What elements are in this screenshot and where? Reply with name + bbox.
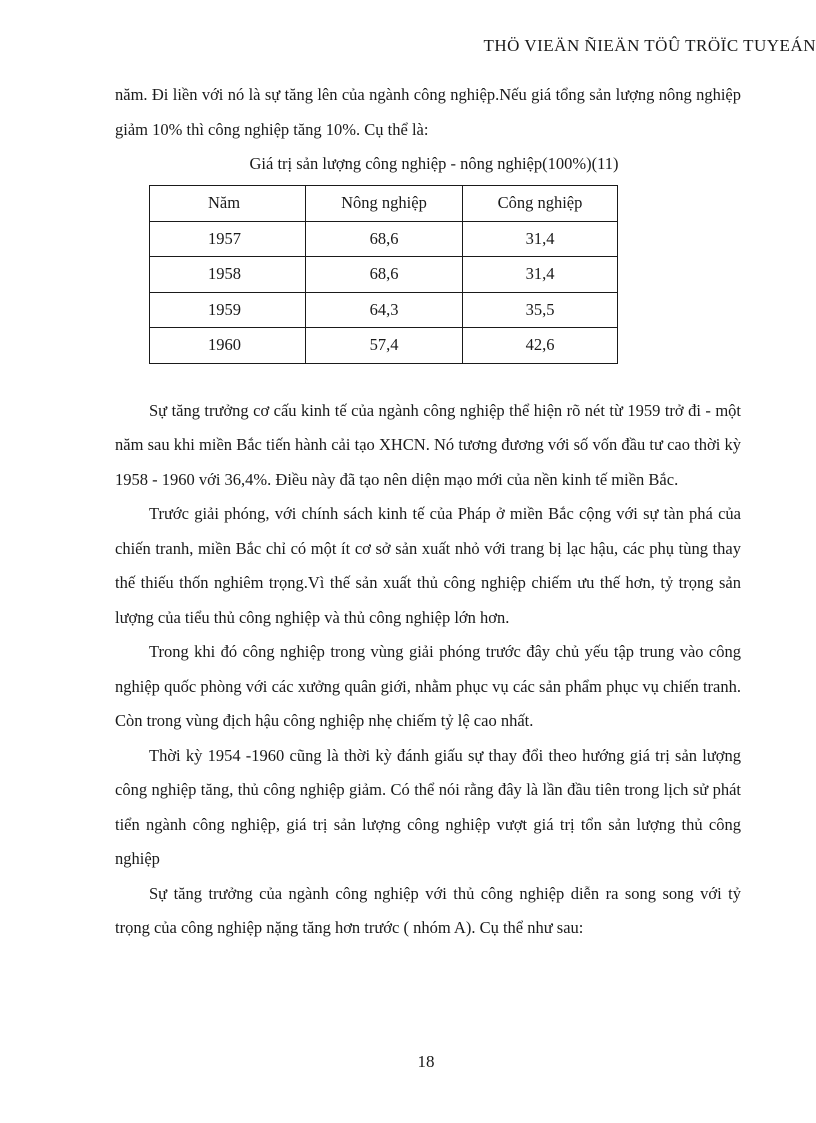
- cell-agriculture: 57,4: [306, 328, 463, 364]
- cell-agriculture: 64,3: [306, 292, 463, 328]
- cell-industry: 42,6: [463, 328, 618, 364]
- column-header-year: Năm: [150, 186, 306, 222]
- table-row: [150, 292, 618, 328]
- body-paragraph: Trong khi đó công nghiệp trong vùng giải phóng trước đây chủ yếu tập trung vào công nghiệp quốc phòng với các xưởng quân giới, nhằm phục vụ các sản phẩm phục vụ chiến tranh. Còn trong vùng địch hậu công nghiệp nhẹ chiếm tỷ lệ cao nhất.: [115, 642, 741, 730]
- cell-industry: 31,4: [463, 257, 618, 293]
- table-row: [150, 221, 618, 257]
- cell-year: 1958: [150, 257, 306, 293]
- body-paragraph: Thời kỳ 1954 -1960 cũng là thời kỳ đánh giấu sự thay đổi theo hướng giá trị sản lượng công nghiệp tăng, thủ công nghiệp giảm. Có thể nói rằng đây là lần đầu tiên trong lịch sử phát tiển ngành công nghiệp, giá trị sản lượng công nghiệp vượt giá trị tổn sản lượng thủ công nghiệp: [115, 745, 741, 868]
- cell-industry: 35,5: [463, 292, 618, 328]
- cell-year: 1957: [150, 221, 306, 257]
- body-paragraph: Sự tăng trưởng cơ cấu kinh tế của ngành công nghiệp thể hiện rõ nét từ 1959 trở đi - một năm sau khi miền Bắc tiến hành cải tạo XHCN. Nó tương đương với số vốn đầu tư cao thời kỳ 1958 - 1960 với 36,4%. Điều này đã tạo nên diện mạo mới của nền kinh tế miền Bắc.: [115, 400, 741, 489]
- document-body: [115, 78, 741, 946]
- body-paragraph: Sự tăng trưởng của ngành công nghiệp với thủ công nghiệp diễn ra song song với tỷ trọng của công nghiệp nặng tăng hơn trước ( nhóm A). Cụ thể như sau:: [115, 883, 741, 937]
- cell-agriculture: 68,6: [306, 257, 463, 293]
- table-row: [150, 257, 618, 293]
- page-header: THÖ VIEÄN ÑIEÄN TÖÛ TRÖÏC TUYEÁN: [483, 36, 816, 55]
- column-header-industry: Công nghiệp: [463, 186, 618, 222]
- intro-paragraph: năm. Đi liền với nó là sự tăng lên của ngành công nghiệp.Nếu giá tổng sản lượng nông nghiệp giảm 10% thì công nghiệp tăng 10%. Cụ thể là:: [115, 85, 741, 139]
- table-caption: Giá trị sản lượng công nghiệp - nông nghiệp(100%)(11): [249, 154, 619, 173]
- cell-agriculture: 68,6: [306, 221, 463, 257]
- table-header-row: [150, 186, 618, 222]
- body-paragraph: Trước giải phóng, với chính sách kinh tế của Pháp ở miền Bắc cộng với sự tàn phá của chiến tranh, miền Bắc chỉ có một ít cơ sở sản xuất nhỏ với trang bị lạc hậu, các phụ tùng thay thế thiếu thốn nghiêm trọng.Vì thế sản xuất thủ công nghiệp chiếm ưu thế hơn, tỷ trọng sản lượng của tiểu thủ công nghiệp và thủ công nghiệp lớn hơn.: [115, 504, 741, 627]
- table-row: [150, 328, 618, 364]
- data-table: [149, 185, 618, 364]
- cell-year: 1960: [150, 328, 306, 364]
- page-number: 18: [417, 1052, 435, 1071]
- cell-year: 1959: [150, 292, 306, 328]
- cell-industry: 31,4: [463, 221, 618, 257]
- column-header-agriculture: Nông nghiệp: [306, 186, 463, 222]
